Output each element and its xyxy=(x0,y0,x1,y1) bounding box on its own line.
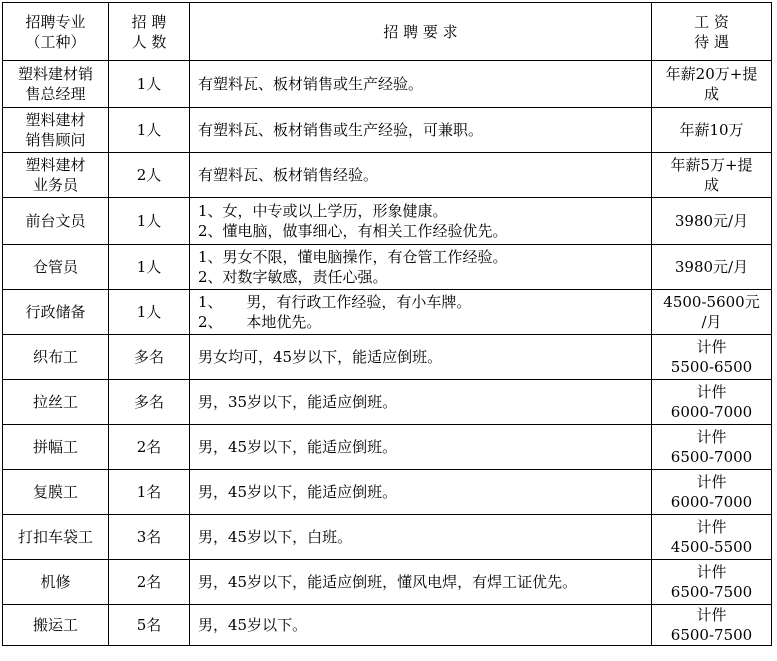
job-title-cell xyxy=(3,515,109,560)
header-row xyxy=(3,3,772,61)
headcount-cell xyxy=(109,61,190,108)
table-row xyxy=(3,515,772,560)
headcount-cell-line: 2名 xyxy=(136,573,162,591)
requirements-cell-line: 2、懂电脑，做事细心，有相关工作经验优先。 xyxy=(198,222,508,240)
job-title-cell-line: 塑料建材销 xyxy=(17,65,93,83)
pay-cell xyxy=(652,425,772,470)
requirements-cell xyxy=(190,153,652,198)
headcount-cell-line: 5名 xyxy=(136,616,162,634)
pay-cell xyxy=(652,470,772,515)
requirements-cell-line: 男，45岁以下。 xyxy=(198,616,308,634)
pay-cell xyxy=(652,515,772,560)
pay-cell-line: 成 xyxy=(703,85,719,103)
headcount-cell xyxy=(109,380,190,425)
requirements-cell-line: 有塑料瓦、板材销售或生产经验，可兼职。 xyxy=(198,121,484,139)
pay-cell-line: 6500-7000 xyxy=(670,448,753,466)
requirements-cell-line: 2、对数字敏感，责任心强。 xyxy=(198,268,388,286)
pay-cell xyxy=(652,335,772,380)
job-title-cell-line: 塑料建材 xyxy=(25,111,86,129)
headcount-cell xyxy=(109,290,190,335)
requirements-cell-line: 2、 本地优先。 xyxy=(198,313,322,331)
job-title-cell-line: 业务员 xyxy=(32,176,78,194)
pay-cell-line: 年薪10万 xyxy=(679,121,744,139)
job-title-cell xyxy=(3,335,109,380)
requirements-cell-line: 1、男女不限，懂电脑操作，有仓管工作经验。 xyxy=(198,248,508,266)
job-title-cell xyxy=(3,198,109,245)
pay-cell xyxy=(652,560,772,605)
job-title-cell xyxy=(3,560,109,605)
headcount-cell-line: 1人 xyxy=(136,121,162,139)
headcount-cell-line: 1人 xyxy=(136,258,162,276)
headcount-cell xyxy=(109,153,190,198)
headcount-cell xyxy=(109,335,190,380)
headcount-cell xyxy=(109,515,190,560)
header-count: 招 聘 人 数 xyxy=(109,3,190,61)
requirements-cell-line: 男，45岁以下，能适应倒班，懂风电焊，有焊工证优先。 xyxy=(198,573,578,591)
job-title-cell-line: 搬运工 xyxy=(32,616,78,634)
header-job: 招聘专业 （工种） xyxy=(3,3,109,61)
table-row xyxy=(3,470,772,515)
header-pay: 工 资 待 遇 xyxy=(652,3,772,61)
pay-cell-line: 计件 xyxy=(696,338,727,356)
pay-cell-line: 4500-5600元 xyxy=(663,293,760,311)
requirements-cell-line: 1、 男，有行政工作经验，有小车牌。 xyxy=(198,293,472,311)
pay-cell-line: 成 xyxy=(703,176,719,194)
headcount-cell-line: 1名 xyxy=(136,483,162,501)
pay-cell-line: 计件 xyxy=(696,383,727,401)
job-title-cell xyxy=(3,153,109,198)
pay-cell-line: 6500-7500 xyxy=(670,583,753,601)
headcount-cell xyxy=(109,425,190,470)
table-row xyxy=(3,153,772,198)
requirements-cell xyxy=(190,198,652,245)
job-title-cell-line: 行政储备 xyxy=(25,303,86,321)
pay-cell-line: /月 xyxy=(701,313,722,331)
job-title-cell-line: 复膜工 xyxy=(32,483,78,501)
requirements-cell-line: 男，45岁以下，能适应倒班。 xyxy=(198,483,398,501)
pay-cell xyxy=(652,290,772,335)
headcount-cell xyxy=(109,605,190,646)
pay-cell xyxy=(652,245,772,290)
job-title-cell-line: 前台文员 xyxy=(25,212,86,230)
pay-cell xyxy=(652,108,772,153)
job-title-cell-line: 售总经理 xyxy=(25,85,86,103)
requirements-cell xyxy=(190,515,652,560)
pay-cell xyxy=(652,153,772,198)
headcount-cell xyxy=(109,108,190,153)
pay-cell-line: 3980元/月 xyxy=(674,212,749,230)
table-row xyxy=(3,245,772,290)
requirements-cell xyxy=(190,290,652,335)
job-title-cell-line: 塑料建材 xyxy=(25,156,86,174)
table-row xyxy=(3,290,772,335)
pay-cell-line: 6500-7500 xyxy=(670,626,753,644)
requirements-cell-line: 男，35岁以下，能适应倒班。 xyxy=(198,393,398,411)
job-title-cell-line: 打扣车袋工 xyxy=(17,528,93,546)
headcount-cell xyxy=(109,198,190,245)
requirements-cell-line: 男，45岁以下，能适应倒班。 xyxy=(198,438,398,456)
headcount-cell-line: 2名 xyxy=(136,438,162,456)
job-title-cell-line: 销售顾问 xyxy=(25,131,86,149)
headcount-cell-line: 1人 xyxy=(136,212,162,230)
job-title-cell xyxy=(3,245,109,290)
pay-cell-line: 计件 xyxy=(696,563,727,581)
job-title-cell xyxy=(3,470,109,515)
job-title-cell xyxy=(3,108,109,153)
requirements-cell xyxy=(190,560,652,605)
pay-cell-line: 计件 xyxy=(696,606,727,624)
pay-cell xyxy=(652,380,772,425)
pay-cell-line: 计件 xyxy=(696,518,727,536)
headcount-cell-line: 2人 xyxy=(136,166,162,184)
pay-cell xyxy=(652,198,772,245)
headcount-cell-line: 3名 xyxy=(136,528,162,546)
table-row xyxy=(3,380,772,425)
headcount-cell-line: 1人 xyxy=(136,303,162,321)
requirements-cell-line: 有塑料瓦、板材销售经验。 xyxy=(198,166,379,184)
headcount-cell xyxy=(109,245,190,290)
requirements-cell xyxy=(190,335,652,380)
requirements-cell xyxy=(190,61,652,108)
pay-cell-line: 计件 xyxy=(696,473,727,491)
pay-cell-line: 年薪20万+提 xyxy=(665,65,758,83)
recruitment-table xyxy=(2,2,772,646)
pay-cell-line: 4500-5500 xyxy=(670,538,753,556)
requirements-cell-line: 有塑料瓦、板材销售或生产经验。 xyxy=(198,75,424,93)
requirements-cell-line: 男女均可，45岁以下，能适应倒班。 xyxy=(198,348,443,366)
job-title-cell-line: 织布工 xyxy=(32,348,78,366)
table-row xyxy=(3,108,772,153)
job-title-cell-line: 仓管员 xyxy=(32,258,78,276)
pay-cell-line: 年薪5万+提 xyxy=(670,156,753,174)
requirements-cell xyxy=(190,245,652,290)
table-row xyxy=(3,335,772,380)
job-title-cell xyxy=(3,605,109,646)
headcount-cell-line: 1人 xyxy=(136,75,162,93)
table-row xyxy=(3,198,772,245)
requirements-cell xyxy=(190,108,652,153)
pay-cell xyxy=(652,61,772,108)
pay-cell-line: 计件 xyxy=(696,428,727,446)
requirements-cell xyxy=(190,380,652,425)
job-title-cell xyxy=(3,61,109,108)
headcount-cell xyxy=(109,470,190,515)
headcount-cell-line: 多名 xyxy=(133,348,164,366)
job-title-cell xyxy=(3,290,109,335)
pay-cell-line: 6000-7000 xyxy=(670,403,753,421)
pay-cell-line: 6000-7000 xyxy=(670,493,753,511)
requirements-cell-line: 男，45岁以下，白班。 xyxy=(198,528,353,546)
table-body xyxy=(3,61,772,646)
header-requirements: 招 聘 要 求 xyxy=(190,3,652,61)
job-title-cell xyxy=(3,380,109,425)
headcount-cell xyxy=(109,560,190,605)
table-row xyxy=(3,61,772,108)
job-title-cell-line: 机修 xyxy=(40,573,71,591)
pay-cell xyxy=(652,605,772,646)
requirements-cell-line: 1、女，中专或以上学历，形象健康。 xyxy=(198,202,448,220)
pay-cell-line: 5500-6500 xyxy=(670,358,753,376)
job-title-cell-line: 拼幅工 xyxy=(32,438,78,456)
headcount-cell-line: 多名 xyxy=(133,393,164,411)
pay-cell-line: 3980元/月 xyxy=(674,258,749,276)
requirements-cell xyxy=(190,425,652,470)
job-title-cell xyxy=(3,425,109,470)
table-row xyxy=(3,425,772,470)
requirements-cell xyxy=(190,470,652,515)
job-title-cell-line: 拉丝工 xyxy=(32,393,78,411)
table-row xyxy=(3,560,772,605)
requirements-cell xyxy=(190,605,652,646)
table-row xyxy=(3,605,772,646)
